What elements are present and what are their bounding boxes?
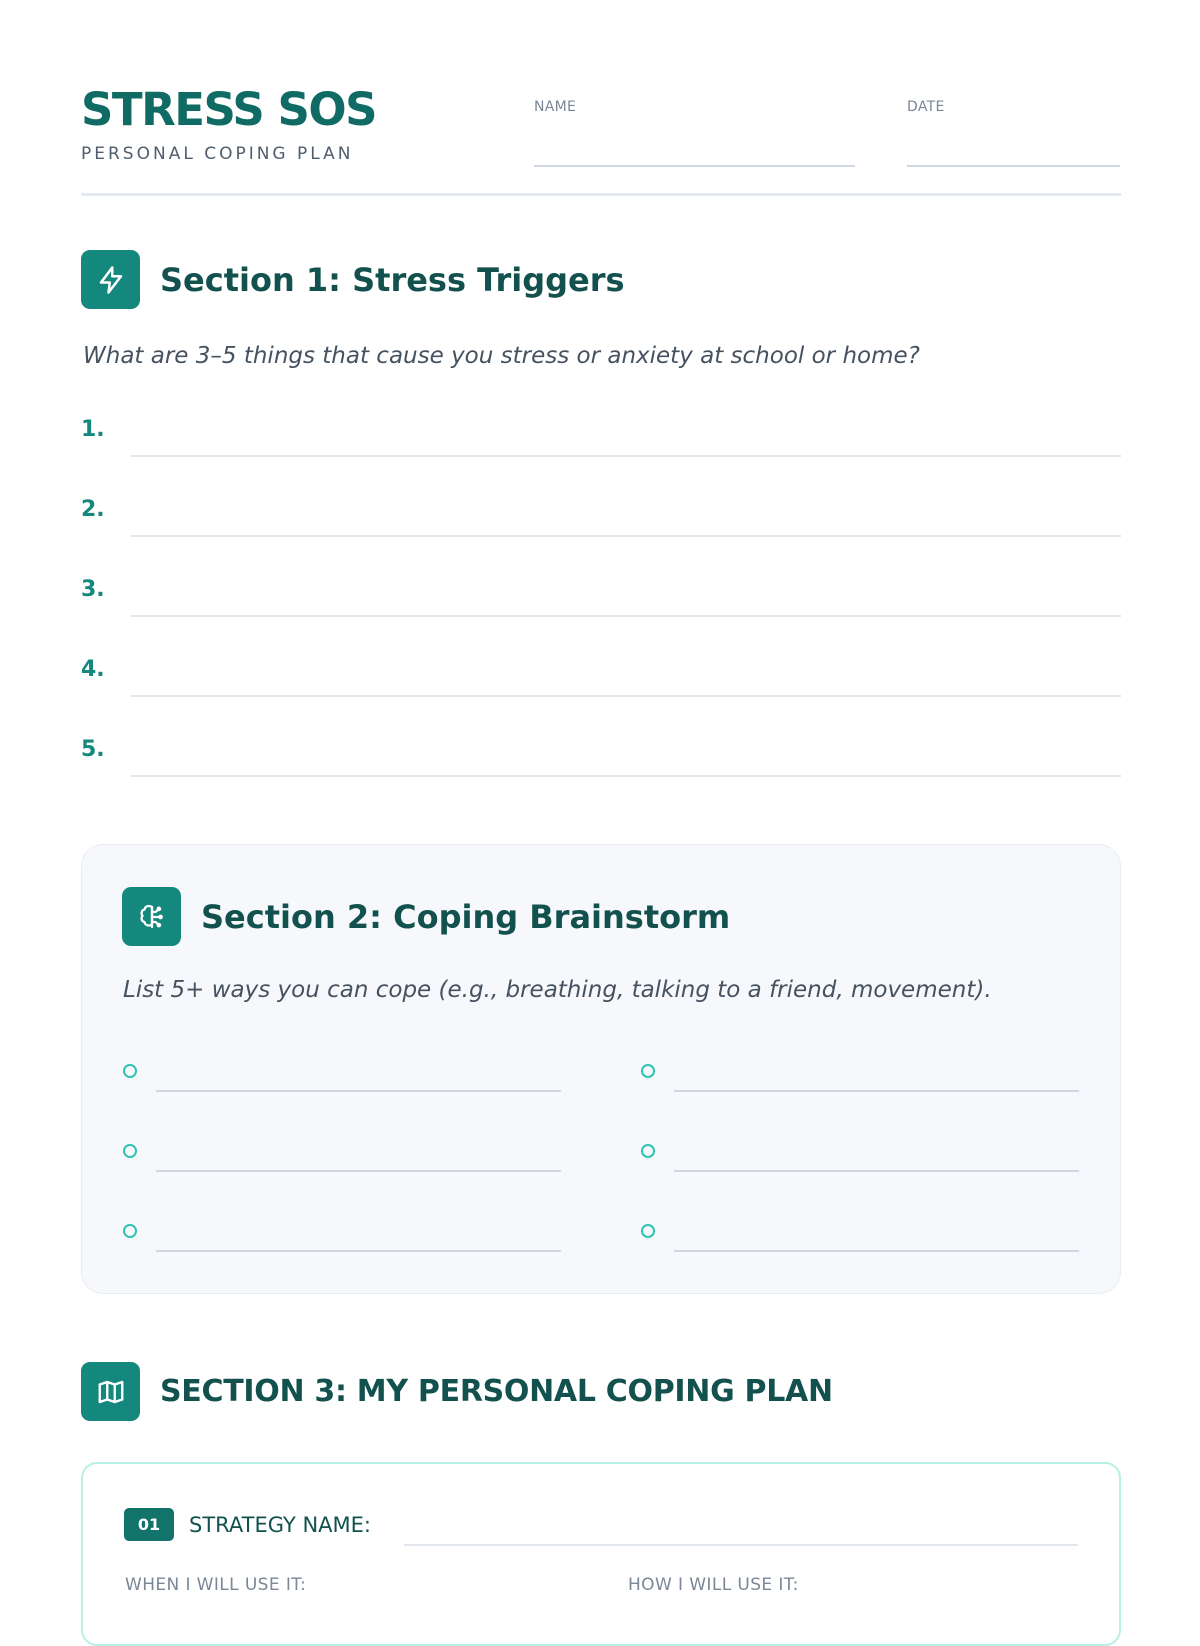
strategy-number-badge: 01 — [124, 1508, 174, 1541]
worksheet-title: STRESS SOS — [81, 83, 377, 136]
coping-idea-item[interactable] — [123, 1057, 583, 1097]
coping-idea-input-line[interactable] — [674, 1170, 1079, 1172]
trigger-input-line[interactable] — [131, 455, 1121, 457]
date-field[interactable] — [907, 98, 1120, 116]
header-divider — [81, 193, 1121, 196]
trigger-input-line[interactable] — [131, 535, 1121, 537]
trigger-row[interactable] — [81, 416, 1121, 456]
when-label: WHEN I WILL USE IT: — [125, 1575, 307, 1595]
trigger-row[interactable] — [81, 496, 1121, 536]
coping-idea-item[interactable] — [641, 1217, 1101, 1257]
trigger-number: 1. — [81, 417, 105, 442]
coping-idea-input-line[interactable] — [156, 1170, 561, 1172]
bullet-circle-icon — [123, 1144, 137, 1158]
trigger-number: 2. — [81, 497, 105, 522]
trigger-row[interactable] — [81, 576, 1121, 616]
coping-idea-input-line[interactable] — [156, 1250, 561, 1252]
trigger-row[interactable] — [81, 736, 1121, 776]
trigger-input-line[interactable] — [131, 775, 1121, 777]
coping-idea-input-line[interactable] — [674, 1090, 1079, 1092]
strategy-card — [81, 1462, 1121, 1646]
section3-title: SECTION 3: MY PERSONAL COPING PLAN — [160, 1373, 833, 1409]
section2-heading — [122, 887, 730, 946]
coping-idea-item[interactable] — [123, 1137, 583, 1177]
worksheet-page — [81, 0, 1121, 1600]
trigger-number: 5. — [81, 737, 105, 762]
trigger-number: 4. — [81, 657, 105, 682]
name-field[interactable] — [534, 98, 855, 116]
bullet-circle-icon — [641, 1224, 655, 1238]
section1-prompt: What are 3–5 things that cause you stress or anxiety at school or home? — [83, 343, 920, 369]
trigger-row[interactable] — [81, 656, 1121, 696]
coping-idea-item[interactable] — [123, 1217, 583, 1257]
how-label: HOW I WILL USE IT: — [628, 1575, 799, 1595]
bullet-circle-icon — [123, 1224, 137, 1238]
trigger-input-line[interactable] — [131, 695, 1121, 697]
coping-idea-item[interactable] — [641, 1137, 1101, 1177]
bullet-circle-icon — [123, 1064, 137, 1078]
section2-prompt: List 5+ ways you can cope (e.g., breathing, talking to a friend, movement). — [123, 977, 992, 1003]
section2-title: Section 2: Coping Brainstorm — [201, 897, 731, 936]
strategy-name-label: STRATEGY NAME: — [189, 1513, 371, 1537]
bullet-circle-icon — [641, 1144, 655, 1158]
trigger-input-line[interactable] — [131, 615, 1121, 617]
worksheet-subtitle: PERSONAL COPING PLAN — [81, 144, 354, 164]
section3-heading — [81, 1362, 833, 1421]
strategy-name-input-line[interactable] — [404, 1544, 1078, 1546]
section1-heading — [81, 250, 625, 309]
coping-idea-input-line[interactable] — [156, 1090, 561, 1092]
name-input-line[interactable] — [534, 165, 855, 167]
name-label: NAME — [534, 99, 577, 115]
coping-idea-input-line[interactable] — [674, 1250, 1079, 1252]
lightning-icon — [81, 250, 140, 309]
brain-icon — [122, 887, 181, 946]
date-label: DATE — [907, 99, 945, 115]
map-icon — [81, 1362, 140, 1421]
bullet-circle-icon — [641, 1064, 655, 1078]
trigger-number: 3. — [81, 577, 105, 602]
section1-title: Section 1: Stress Triggers — [160, 260, 625, 299]
coping-brainstorm-panel — [81, 844, 1121, 1294]
date-input-line[interactable] — [907, 165, 1120, 167]
coping-idea-item[interactable] — [641, 1057, 1101, 1097]
